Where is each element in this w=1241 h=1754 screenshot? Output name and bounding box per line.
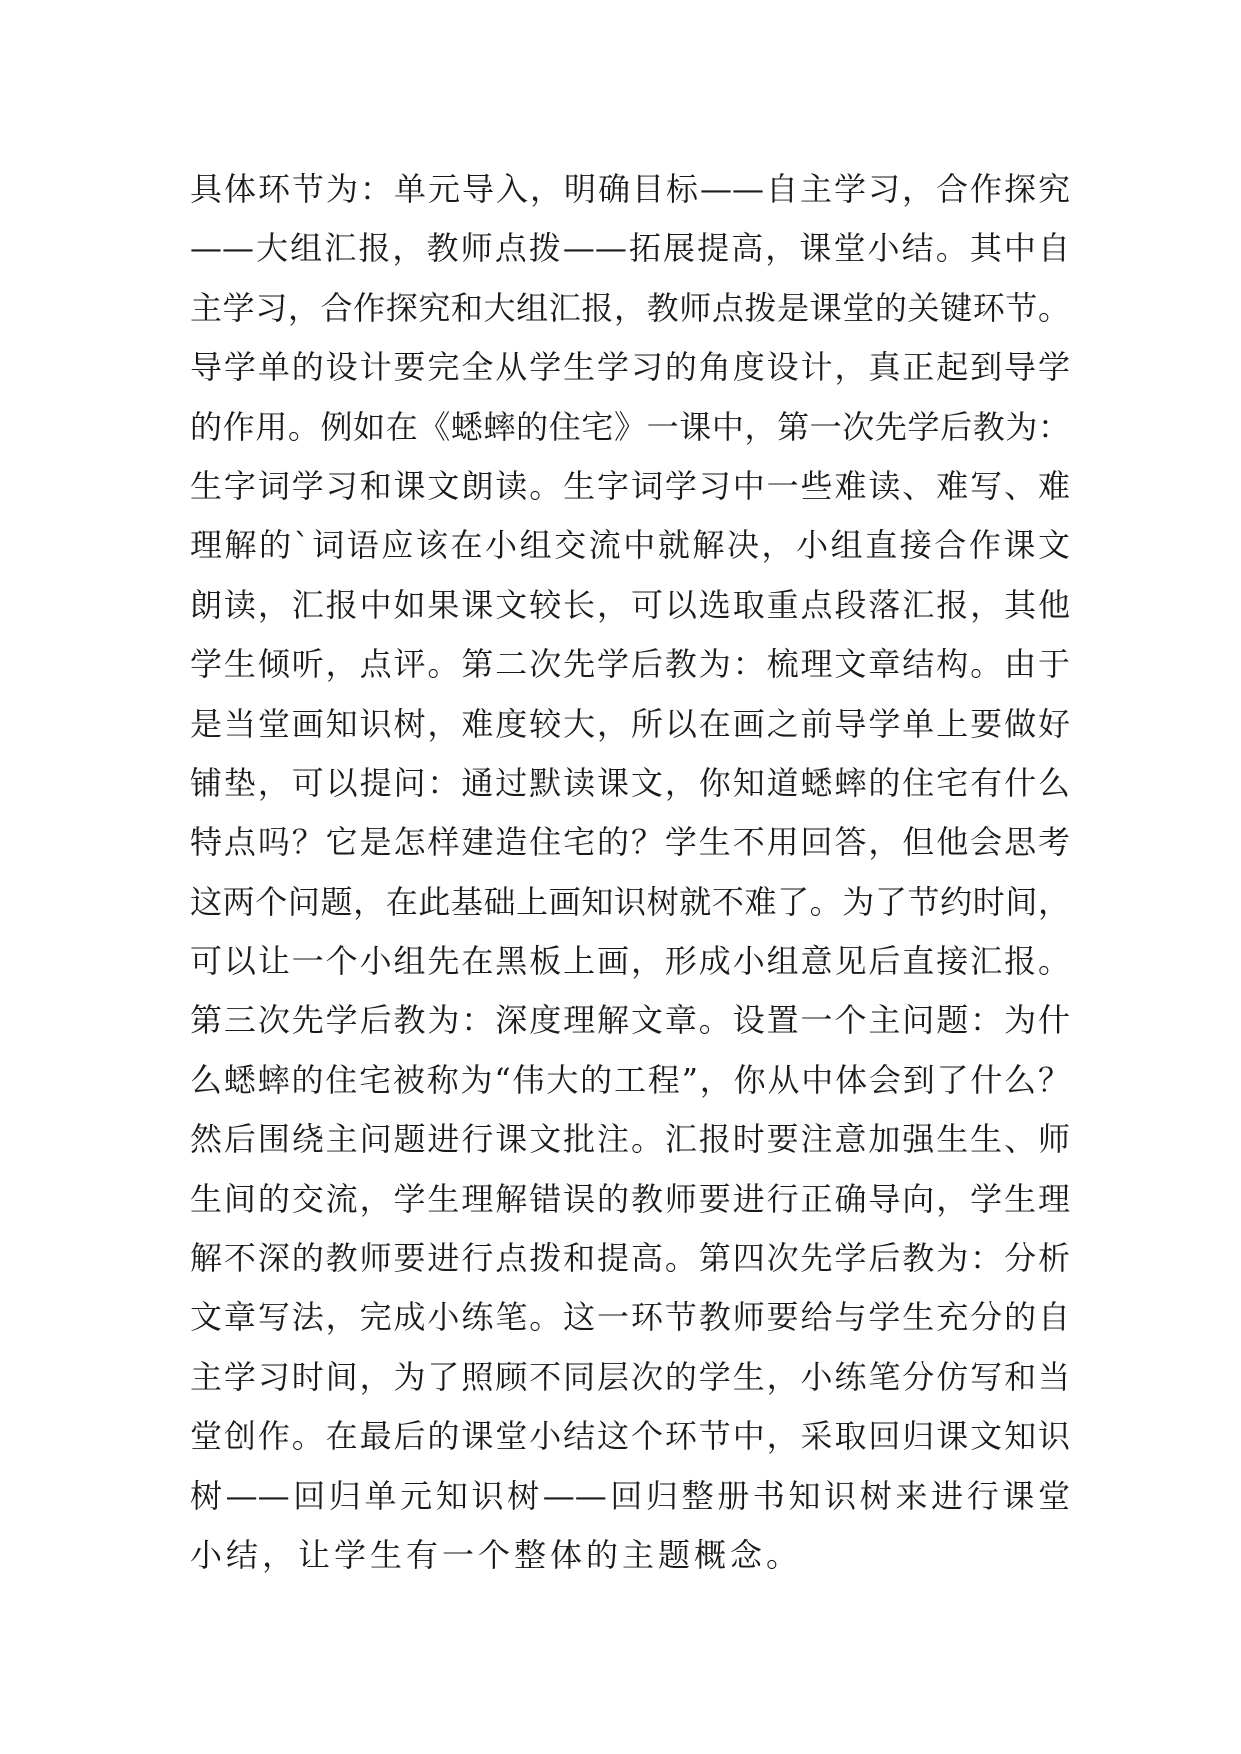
text-line: 然后围绕主问题进行课文批注。汇报时要注意加强生生、师 <box>190 1120 1070 1159</box>
text-line: 是当堂画知识树，难度较大，所以在画之前导学单上要做好 <box>190 704 1070 743</box>
text-line: 生间的交流，学生理解错误的教师要进行正确导向，学生理 <box>190 1179 1070 1218</box>
text-line: 这两个问题，在此基础上画知识树就不难了。为了节约时间， <box>190 882 1070 921</box>
text-line-last: 小结，让学生有一个整体的主题概念。 <box>190 1535 803 1574</box>
text-line: 具体环节为：单元导入，明确目标——自主学习，合作探究 <box>190 170 1070 208</box>
text-line: 朗读，汇报中如果课文较长，可以选取重点段落汇报，其他 <box>190 585 1070 624</box>
text-line: 么蟋蟀的住宅被称为“伟大的工程”，你从中体会到了什么？ <box>190 1060 1070 1099</box>
text-line: 主学习，合作探究和大组汇报，教师点拨是课堂的关键环节。 <box>190 288 1070 327</box>
text-line: 文章写法，完成小练笔。这一环节教师要给与学生充分的自 <box>190 1298 1070 1337</box>
text-line: 解不深的教师要进行点拨和提高。第四次先学后教为：分析 <box>190 1239 1070 1278</box>
text-line: 主学习时间，为了照顾不同层次的学生，小练笔分仿写和当 <box>190 1357 1070 1396</box>
text-line: 学生倾听，点评。第二次先学后教为：梳理文章结构。由于 <box>190 645 1070 684</box>
text-line: ——大组汇报，教师点拨——拓展提高，课堂小结。其中自 <box>190 229 1070 268</box>
body-paragraph <box>190 160 1070 1585</box>
text-line: 树——回归单元知识树——回归整册书知识树来进行课堂 <box>190 1476 1070 1515</box>
text-line: 导学单的设计要完全从学生学习的角度设计，真正起到导学 <box>190 348 1070 387</box>
text-line: 堂创作。在最后的课堂小结这个环节中，采取回归课文知识 <box>190 1417 1070 1456</box>
text-line: 的作用。例如在《蟋蟀的住宅》一课中，第一次先学后教为： <box>190 407 1070 446</box>
text-line: 第三次先学后教为：深度理解文章。设置一个主问题：为什 <box>190 1001 1070 1040</box>
text-line: 可以让一个小组先在黑板上画，形成小组意见后直接汇报。 <box>190 942 1070 981</box>
text-line: 特点吗？它是怎样建造住宅的？学生不用回答，但他会思考 <box>190 823 1070 862</box>
text-line: 生字词学习和课文朗读。生字词学习中一些难读、难写、难 <box>190 466 1070 505</box>
text-line: 理解的`词语应该在小组交流中就解决，小组直接合作课文 <box>190 526 1070 565</box>
text-line: 铺垫，可以提问：通过默读课文，你知道蟋蟀的住宅有什么 <box>190 763 1070 802</box>
